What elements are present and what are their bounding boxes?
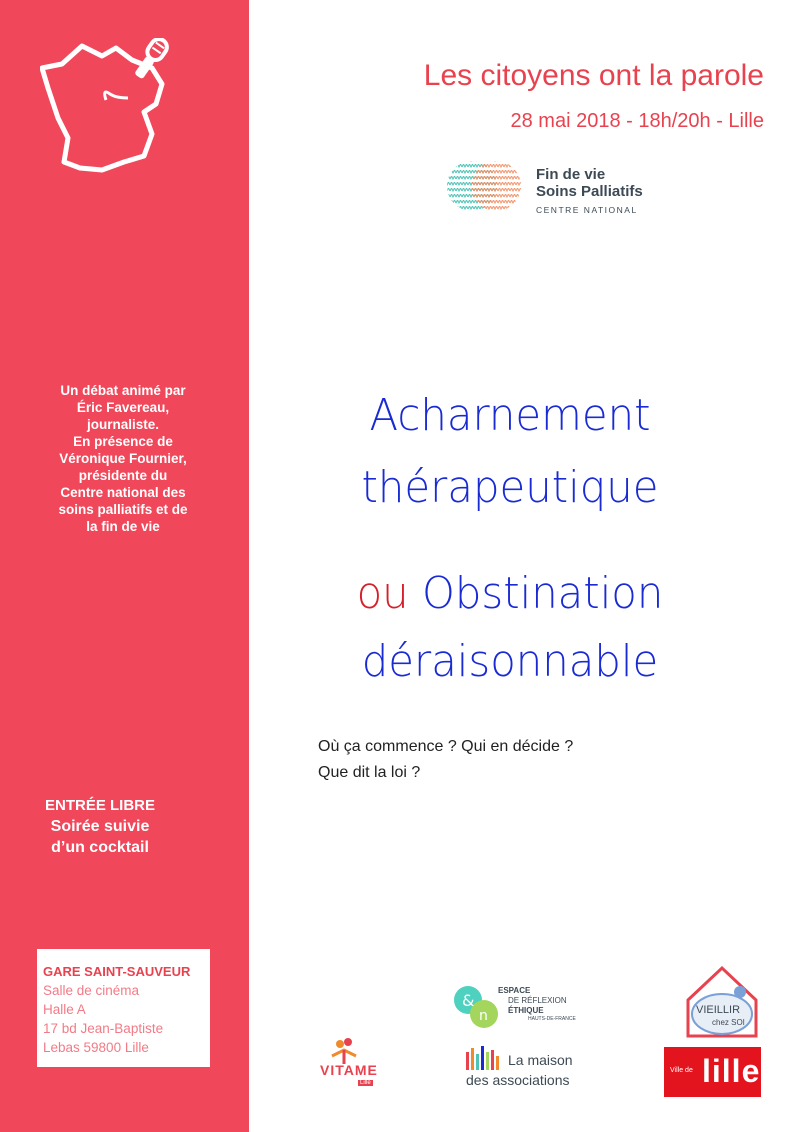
venue-box	[37, 949, 210, 1067]
maison-associations-logo	[464, 1044, 582, 1094]
question-line: Que dit la loi ?	[318, 764, 421, 781]
svg-text:n: n	[479, 1008, 488, 1024]
entry-title: ENTRÉE LIBRE	[44, 797, 155, 814]
moderator-line: Éric Favereau,	[76, 400, 170, 415]
event-title: Les citoyens ont la parole	[423, 59, 764, 92]
question-line: Où ça commence ? Qui en décide ?	[318, 738, 574, 755]
moderator-line: journaliste.	[86, 417, 159, 432]
lille-prefix: Ville de	[670, 1067, 693, 1074]
event-date: 28 mai 2018 - 18h/20h - Lille	[510, 110, 764, 132]
headline-line	[301, 566, 719, 622]
moderator-line: Véronique Fournier,	[59, 451, 187, 466]
entry-line: d’un cocktail	[51, 839, 149, 856]
entry-line: Soirée suivie	[50, 818, 150, 835]
espace-line: DE RÉFLEXION	[508, 996, 567, 1005]
sidebar	[0, 0, 249, 1132]
vitame-tag: Lille	[360, 1080, 371, 1086]
headline-word: Obstination	[421, 568, 664, 619]
france-map-microphone-icon	[40, 38, 180, 188]
headline-connector: ou	[356, 568, 409, 619]
espace-ethique-logo	[452, 982, 582, 1032]
organizer-line: CENTRE NATIONAL	[536, 205, 638, 215]
organizer-line: Soins Palliatifs	[536, 183, 643, 200]
moderator-line: soins palliatifs et de	[58, 502, 188, 517]
lille-name: lille	[702, 1053, 761, 1089]
maison-line: des associations	[466, 1072, 570, 1088]
moderator-line: présidente du	[78, 468, 168, 483]
moderator-line: En présence de	[73, 434, 173, 449]
moderator-line: la fin de vie	[86, 519, 160, 534]
fin-de-vie-logo-icon	[444, 158, 524, 214]
vitame-name: VITAME	[320, 1062, 378, 1078]
moderator-line: Centre national des	[60, 485, 186, 500]
house-icon	[682, 964, 762, 1040]
headline-line: thérapeutique	[361, 462, 659, 513]
venue-title: GARE SAINT-SAUVEUR	[43, 964, 191, 979]
maison-line: La maison	[508, 1052, 573, 1068]
entry-info	[30, 796, 170, 858]
venue-line: Lebas 59800 Lille	[43, 1040, 149, 1055]
ville-de-lille-logo	[664, 1047, 761, 1097]
venue-line: 17 bd Jean-Baptiste	[43, 1021, 164, 1036]
moderator-line: Un débat animé par	[60, 383, 186, 398]
moderator-info	[38, 382, 208, 535]
venue-line: Salle de cinéma	[43, 983, 140, 998]
headline-line: déraisonnable	[361, 636, 659, 687]
espace-line: ESPACE	[498, 986, 531, 995]
vieillir-chez-soi-logo	[682, 964, 762, 1040]
espace-line: ÉTHIQUE	[508, 1006, 544, 1015]
svg-text:&: &	[462, 991, 475, 1010]
venue-line: Halle A	[43, 1002, 86, 1017]
espace-line: HAUTS-DE-FRANCE	[528, 1016, 576, 1022]
organizer-line: Fin de vie	[536, 166, 606, 183]
headline-line: Acharnement	[369, 390, 651, 441]
maison-associations-icon	[464, 1044, 504, 1070]
vitame-logo	[310, 1036, 382, 1092]
vieillir-line: VIEILLIR	[696, 1004, 741, 1016]
vieillir-line: chez SOI	[712, 1018, 745, 1027]
